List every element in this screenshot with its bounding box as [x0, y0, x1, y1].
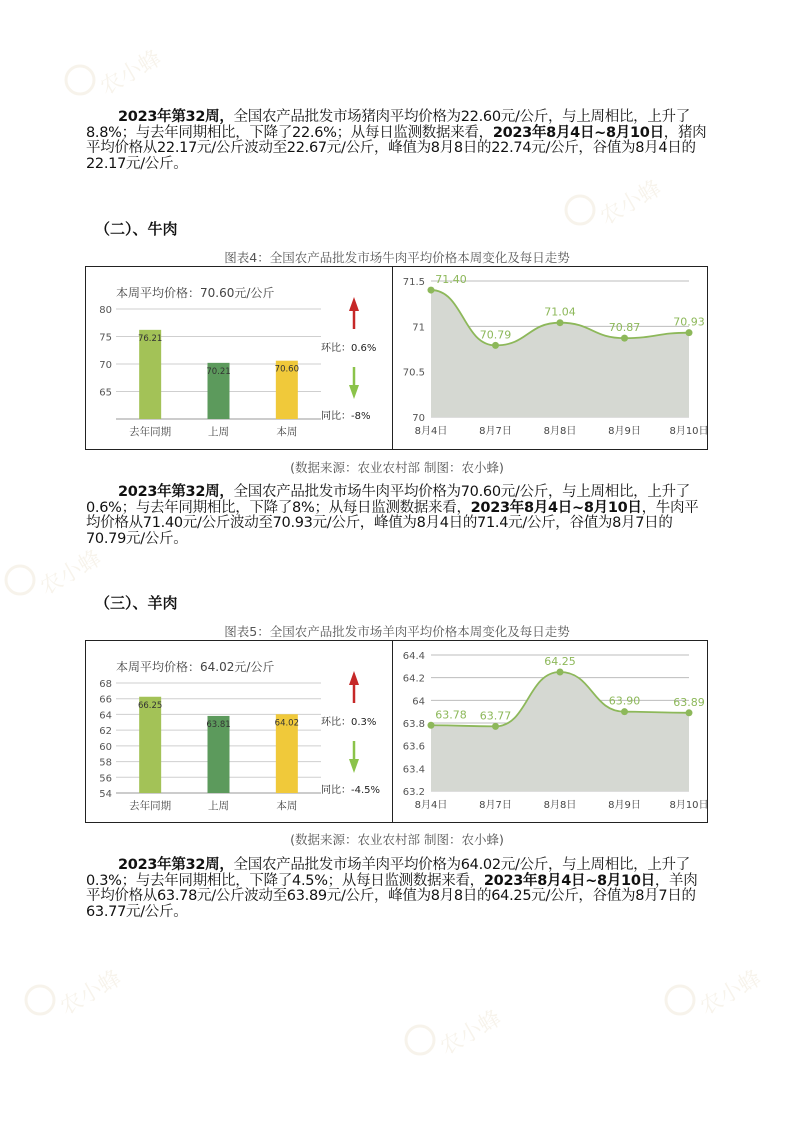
y-tick-label: 63.2 — [402, 787, 425, 798]
figure-caption-beef: 图表4：全国农产品批发市场牛肉平均价格本周变化及每日走势 — [224, 250, 570, 265]
bar-value-label: 66.25 — [137, 700, 163, 711]
data-source-beef: (数据来源：农业农村部 制图：农小蜂) — [290, 460, 504, 475]
data-value-label: 71.04 — [544, 305, 576, 319]
bar-value-label: 70.60 — [274, 364, 300, 375]
svg-text:农小蜂: 农小蜂 — [56, 965, 126, 1021]
x-tick-label: 本周 — [276, 426, 298, 438]
y-tick-label: 68 — [99, 679, 112, 690]
watermark — [660, 960, 793, 1044]
mutton-weekly-bar-chart — [86, 641, 391, 822]
svg-text:农小蜂: 农小蜂 — [696, 965, 766, 1021]
data-value-label: 70.87 — [608, 321, 641, 335]
data-point — [492, 723, 499, 730]
data-value-label: 63.89 — [673, 695, 705, 709]
figure-caption-mutton: 图表5：全国农产品批发市场羊肉平均价格本周变化及每日走势 — [224, 624, 570, 639]
y-tick-label: 63.6 — [402, 741, 425, 753]
x-tick-label: 8月8日 — [543, 800, 577, 811]
data-point — [621, 708, 628, 715]
x-tick-label: 8月10日 — [669, 800, 708, 811]
beef-weekly-panel — [86, 267, 391, 449]
y-tick-label: 64 — [99, 710, 112, 722]
y-tick-label: 63.4 — [402, 764, 425, 776]
x-tick-label: 8月4日 — [414, 426, 448, 437]
y-tick-label: 71 — [412, 322, 425, 334]
beef-daily-area-chart — [393, 267, 708, 449]
section-title-beef: （二）、牛肉 — [95, 220, 178, 238]
data-point — [686, 709, 693, 716]
data-source-mutton: (数据来源：农业农村部 制图：农小蜂) — [290, 832, 504, 847]
y-tick-label: 56 — [99, 773, 112, 785]
data-value-label: 71.40 — [435, 273, 467, 287]
data-point — [557, 669, 564, 676]
svg-text:农小蜂: 农小蜂 — [436, 1005, 506, 1061]
year-on-year-change: 同比：-8% — [321, 411, 371, 422]
section-title-mutton: （三）、羊肉 — [95, 594, 178, 612]
beef-paragraph: 2023年第32周，全国农产品批发市场牛肉平均价格为70.60元/公斤，与上周相比，上升了0.6%；与去年同期相比，下降了8%；从每日监测数据来看，2023年8月4日~8月10日，牛肉平均价格从71.40元/公斤波动至70.93元/公斤，峰值为8月4日的71.4元/公斤，谷值为8月7日的70.79元/公斤。 — [86, 484, 699, 547]
month-on-month-change: 环比：0.6% — [321, 343, 377, 354]
y-tick-label: 62 — [99, 726, 112, 738]
area-fill — [431, 672, 689, 791]
arrow-down-icon — [349, 759, 359, 773]
x-tick-label: 8月9日 — [608, 426, 641, 437]
pork-week-label: 2023年第32周， — [118, 109, 234, 125]
weekly-average-title: 本周平均价格：70.60元/公斤 — [116, 286, 275, 300]
y-tick-label: 75 — [99, 332, 112, 344]
bar-value-label: 76.21 — [137, 333, 163, 344]
data-point — [686, 329, 693, 336]
x-tick-label: 8月7日 — [479, 800, 512, 811]
mutton-chart-frame — [85, 640, 708, 823]
data-value-label: 63.78 — [435, 708, 467, 722]
mutton-paragraph: 2023年第32周，全国农产品批发市场羊肉平均价格为64.02元/公斤，与上周相比，上升了0.3%；与去年同期相比，下降了4.5%；从每日监测数据来看，2023年8月4日~8月10日，羊肉平均价格从63.78元/公斤波动至63.89元/公斤，峰值为8月8日的64.25元/公斤，谷值为8月7日的63.77元/公斤。 — [86, 857, 698, 920]
y-tick-label: 70.5 — [402, 367, 425, 379]
data-value-label: 70.79 — [479, 328, 512, 342]
data-point — [557, 319, 564, 326]
beef-weekly-bar-chart — [86, 267, 391, 449]
y-tick-label: 60 — [99, 741, 112, 753]
watermark — [560, 170, 700, 254]
x-tick-label: 8月7日 — [479, 426, 512, 437]
arrow-up-icon — [349, 297, 359, 311]
y-tick-label: 58 — [99, 757, 112, 769]
beef-chart-frame — [85, 266, 708, 450]
y-tick-label: 64.4 — [402, 651, 425, 662]
mutton-daily-area-chart — [393, 641, 708, 822]
x-tick-label: 去年同期 — [129, 800, 172, 812]
svg-text:农小蜂: 农小蜂 — [36, 545, 106, 601]
y-tick-label: 64.2 — [402, 673, 425, 685]
arrow-down-icon — [349, 385, 359, 399]
data-point — [428, 722, 435, 729]
x-tick-label: 8月8日 — [543, 426, 577, 437]
bar-value-label: 70.21 — [206, 366, 231, 377]
y-tick-label: 64 — [412, 696, 425, 708]
x-tick-label: 本周 — [276, 800, 298, 812]
mutton-weekly-panel — [86, 641, 391, 822]
data-point — [428, 287, 435, 294]
y-tick-label: 54 — [99, 789, 112, 800]
bar-value-label: 63.81 — [206, 719, 231, 730]
y-tick-label: 66 — [99, 694, 112, 706]
x-tick-label: 上周 — [208, 426, 229, 438]
y-tick-label: 63.8 — [402, 719, 425, 730]
x-tick-label: 8月9日 — [608, 800, 641, 811]
y-tick-label: 65 — [99, 387, 112, 399]
data-value-label: 64.25 — [544, 655, 576, 668]
svg-text:农小蜂: 农小蜂 — [596, 175, 666, 231]
svg-text:农小蜂: 农小蜂 — [96, 45, 166, 101]
x-tick-label: 上周 — [208, 800, 229, 812]
year-on-year-change: 同比：-4.5% — [321, 785, 381, 796]
data-point — [492, 342, 499, 349]
pork-paragraph: 2023年第32周，全国农产品批发市场猪肉平均价格为22.60元/公斤，与上周相比，上升了8.8%；与去年同期相比，下降了22.6%；从每日监测数据来看，2023年8月4日~8月10日，猪肉平均价格从22.17元/公斤波动至22.67元/公斤，峰值为8月8日的22.74元/公斤，谷值为8月4日的22.17元/公斤。 — [86, 109, 707, 172]
data-value-label: 70.93 — [673, 315, 705, 329]
x-tick-label: 去年同期 — [129, 426, 172, 438]
month-on-month-change: 环比：0.3% — [321, 717, 377, 728]
bar — [139, 697, 161, 793]
y-tick-label: 71.5 — [402, 277, 425, 288]
data-value-label: 63.77 — [479, 709, 512, 723]
bar-value-label: 64.02 — [274, 718, 300, 729]
y-tick-label: 80 — [99, 305, 112, 316]
arrow-up-icon — [349, 671, 359, 685]
data-value-label: 63.90 — [608, 694, 641, 708]
y-tick-label: 70 — [412, 413, 425, 424]
watermark — [20, 960, 160, 1044]
beef-daily-panel — [392, 267, 708, 449]
mutton-daily-panel — [392, 641, 708, 822]
watermark — [400, 1000, 540, 1084]
x-tick-label: 8月10日 — [669, 426, 708, 437]
x-tick-label: 8月4日 — [414, 800, 448, 811]
weekly-average-title: 本周平均价格：64.02元/公斤 — [116, 660, 275, 674]
y-tick-label: 70 — [99, 360, 112, 371]
data-point — [621, 335, 628, 342]
